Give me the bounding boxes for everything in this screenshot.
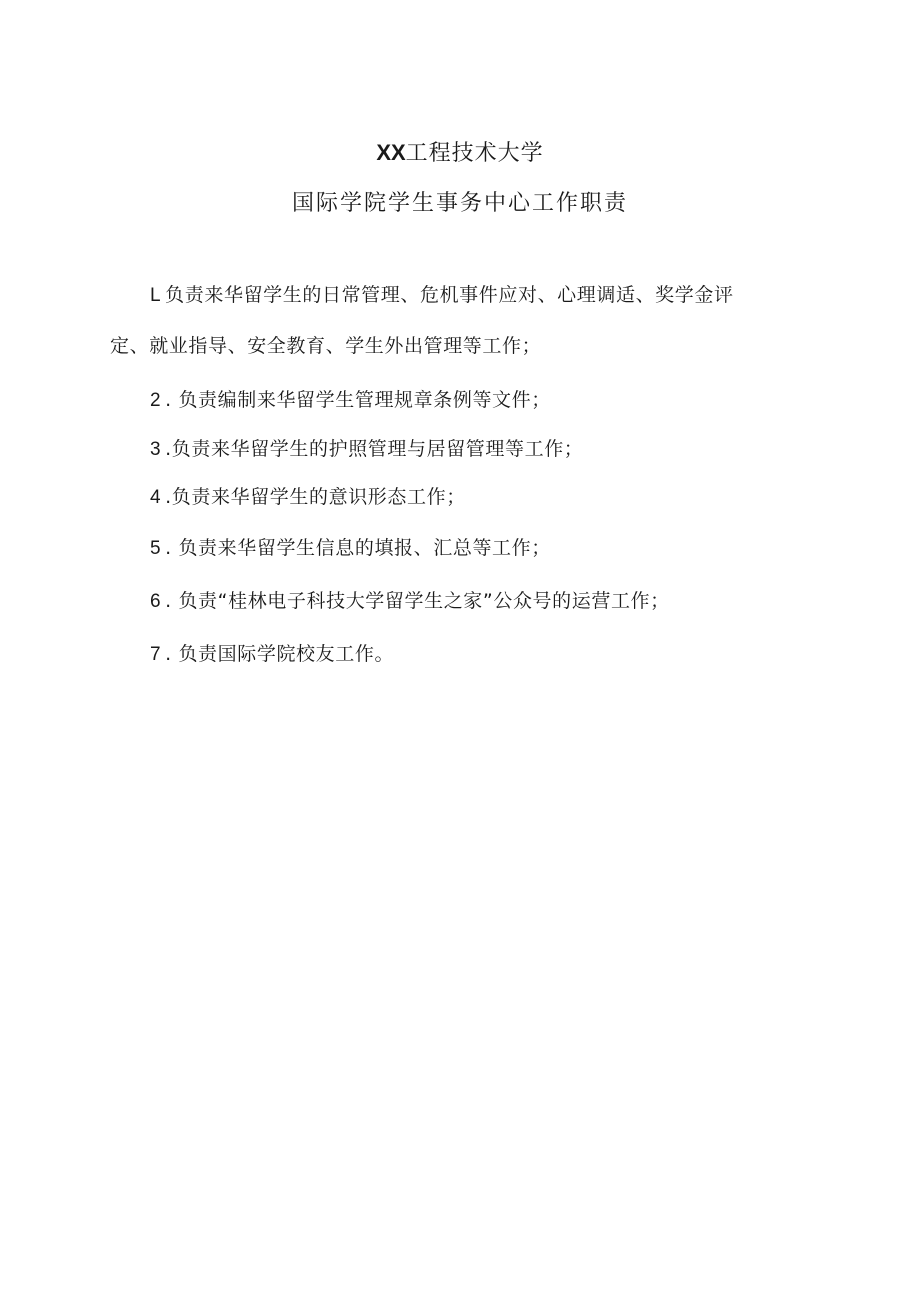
document-title	[0, 136, 920, 167]
duty-item-4	[150, 482, 466, 509]
item-number: 3	[150, 439, 162, 460]
duty-item-6	[150, 586, 670, 613]
item-number: 4	[150, 487, 162, 508]
title-brand: XX	[376, 140, 406, 165]
duty-item-5	[150, 533, 551, 560]
item-number: 2	[150, 390, 162, 411]
item-text: . 负责“桂林电子科技大学留学生之家”公众号的运营工作；	[165, 590, 670, 612]
item-text: .负责来华留学生的护照管理与居留管理等工作；	[165, 438, 584, 460]
item-number: 5	[150, 538, 162, 559]
title-rest: 工程技术大学	[405, 141, 544, 166]
item-text: 负责来华留学生的日常管理、危机事件应对、心理调适、奖学金评	[165, 284, 734, 306]
item-number: 6	[150, 591, 162, 612]
document-subtitle: 国际学院学生事务中心工作职责	[291, 191, 628, 216]
duty-item-7	[150, 639, 394, 666]
duty-item-1	[150, 280, 734, 307]
item-text: .负责来华留学生的意识形态工作；	[165, 486, 466, 508]
duty-item-1-continued: 定、就业指导、安全教育、学生外出管理等工作；	[110, 335, 542, 357]
item-text: . 负责编制来华留学生管理规章条例等文件；	[165, 389, 551, 411]
duty-item-2	[150, 385, 551, 412]
item-text: . 负责来华留学生信息的填报、汇总等工作；	[165, 537, 551, 559]
item-number: 7	[150, 644, 162, 665]
item-number: L	[150, 285, 162, 306]
duty-item-3	[150, 434, 583, 461]
item-text: . 负责国际学院校友工作。	[165, 643, 395, 665]
